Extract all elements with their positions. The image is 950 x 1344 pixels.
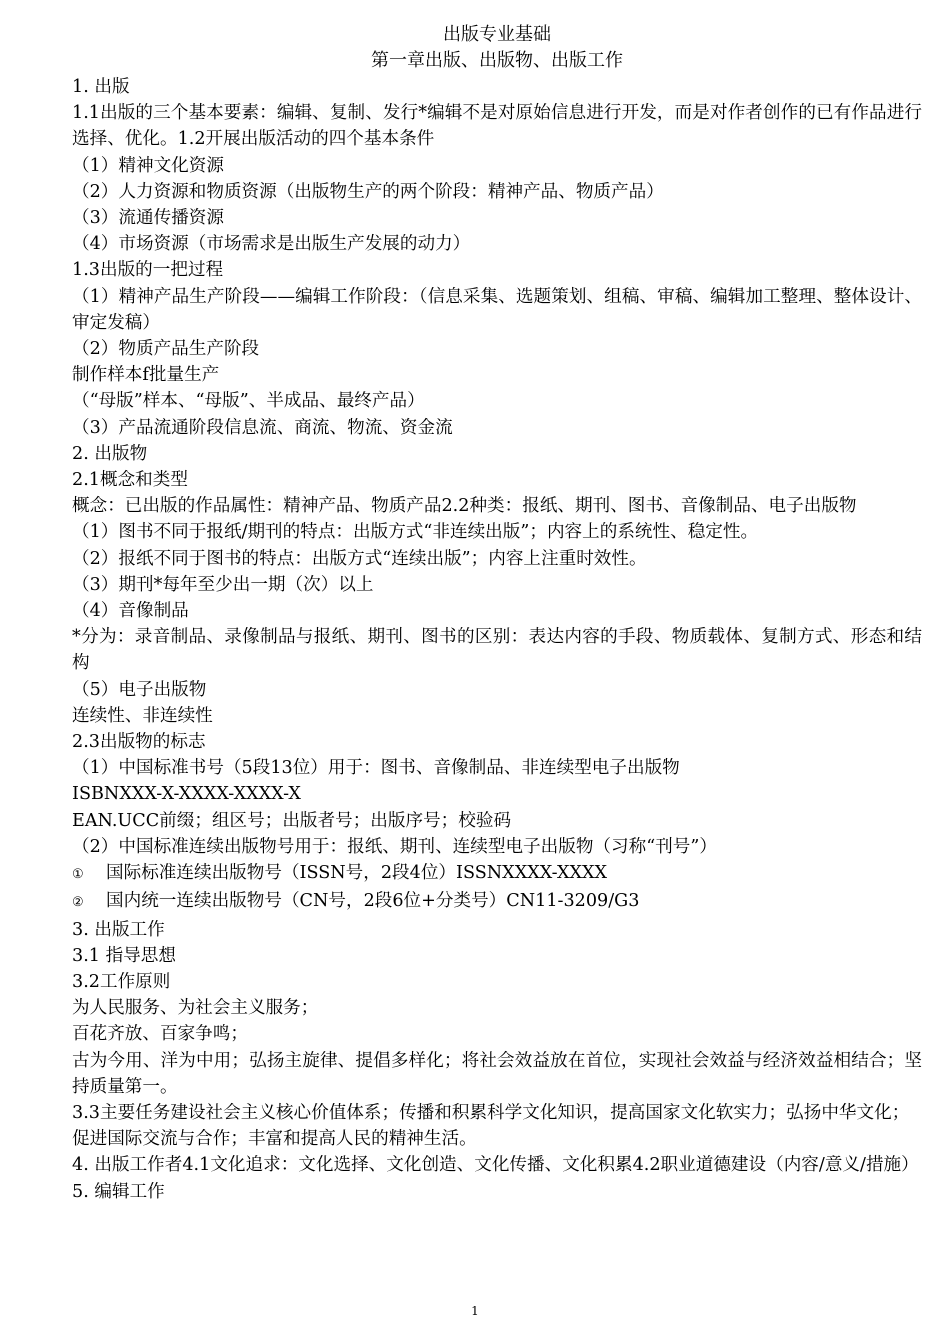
subheading-concept: 2.1概念和类型 [72,470,188,491]
text-line: （“母版”样本、“母版”、半成品、最终产品） [72,391,425,412]
circled-number: ① [72,867,84,883]
subheading-marks: 2.3出版物的标志 [72,732,206,753]
document-title: 出版专业基础 [443,24,551,45]
list-item: （5）电子出版物 [72,679,207,700]
subheading-process: 1.3出版的一把过程 [72,260,224,281]
list-item: （2）中国标准连续出版物号用于：报纸、期刊、连续型电子出版物（习称“刊号”） [72,836,717,857]
list-item: （3）期刊*每年至少出一期（次）以上 [72,574,374,595]
text-line: 促进国际交流与合作；丰富和提高人民的精神生活。 [72,1129,477,1150]
circled-list-item [72,888,922,916]
list-item: （3）流通传播资源 [72,208,224,229]
subheading-guiding: 3.1 指导思想 [72,945,176,966]
subheading-principles: 3.2工作原则 [72,971,171,992]
text-line: EAN.UCC前缀；组区号；出版者号；出版序号；校验码 [72,810,512,831]
list-item: （1）中国标准书号（5段13位）用于：图书、音像制品、非连续型电子出版物 [72,758,680,779]
list-item: （3）产品流通阶段信息流、商流、物流、资金流 [72,417,453,438]
text-line: 百花齐放、百家争鸣； [72,1024,248,1045]
heading-2-publications: 2. 出版物 [72,443,148,464]
paragraph-principles: 古为今用、洋为中用；弘扬主旋律、提倡多样化；将社会效益放在首位，实现社会效益与经济效益相结合；坚持质量第一。 [72,1050,922,1097]
list-item: （1）图书不同于报纸/期刊的特点：出版方式“非连续出版”；内容上的系统性、稳定性。 [72,522,759,543]
paragraph-av-products: *分为：录音制品、录像制品与报纸、期刊、图书的区别：表达内容的手段、物质载体、复制方式、形态和结构 [72,627,922,674]
heading-1-publishing: 1. 出版 [72,77,130,97]
circled-item-text: 国内统一连续出版物号（CN号，2段6位+分类号）CN11-3209/G3 [106,891,640,912]
list-item: （4）市场资源（市场需求是出版生产发展的动力） [72,234,471,255]
list-item: （4）音像制品 [72,601,189,622]
chapter-heading: 第一章出版、出版物、出版工作 [371,50,623,71]
list-item: （2）物质产品生产阶段 [72,339,260,360]
list-item: （1）精神文化资源 [72,155,224,176]
circled-list-item [72,860,922,888]
circled-number: ② [72,895,84,911]
text-line: 制作样本f批量生产 [72,365,220,386]
document-page [72,22,922,1205]
paragraph-workers: 4. 出版工作者4.1文化追求：文化选择、文化创造、文化传播、文化积累4.2职业道德建设（内容/意义/措施） [72,1155,919,1176]
paragraph-basic-elements: 1.1出版的三个基本要素：编辑、复制、发行*编辑不是对原始信息进行开发，而是对作者创作的已有作品进行选择、优化。1.2开展出版活动的四个基本条件 [72,103,922,150]
list-item: （2）报纸不同于图书的特点：出版方式“连续出版”；内容上注重时效性。 [72,548,647,569]
isbn-format: ISBNXXX-X-XXXX-XXXX-X [72,784,301,805]
circled-item-text: 国际标准连续出版物号（ISSN号，2段4位）ISSNXXXX-XXXX [106,863,608,884]
paragraph-tasks: 3.3主要任务建设社会主义核心价值体系；传播和积累科学文化知识，提高国家文化软实力；弘扬中华文化； [72,1102,910,1123]
heading-3-publishing-work: 3. 出版工作 [72,919,165,940]
text-line: 连续性、非连续性 [72,705,213,726]
list-item: （1）精神产品生产阶段——编辑工作阶段：（信息采集、选题策划、组稿、审稿、编辑加工整理、整体设计、审定发稿） [72,286,922,333]
list-item: （2）人力资源和物质资源（出版物生产的两个阶段：精神产品、物质产品） [72,181,664,202]
heading-5-editing: 5. 编辑工作 [72,1181,165,1202]
page-number: 1 [471,1304,479,1318]
text-line: 为人民服务、为社会主义服务； [72,998,319,1019]
paragraph-concept: 概念：已出版的作品属性：精神产品、物质产品2.2种类：报纸、期刊、图书、音像制品、电子出版物 [72,496,857,517]
